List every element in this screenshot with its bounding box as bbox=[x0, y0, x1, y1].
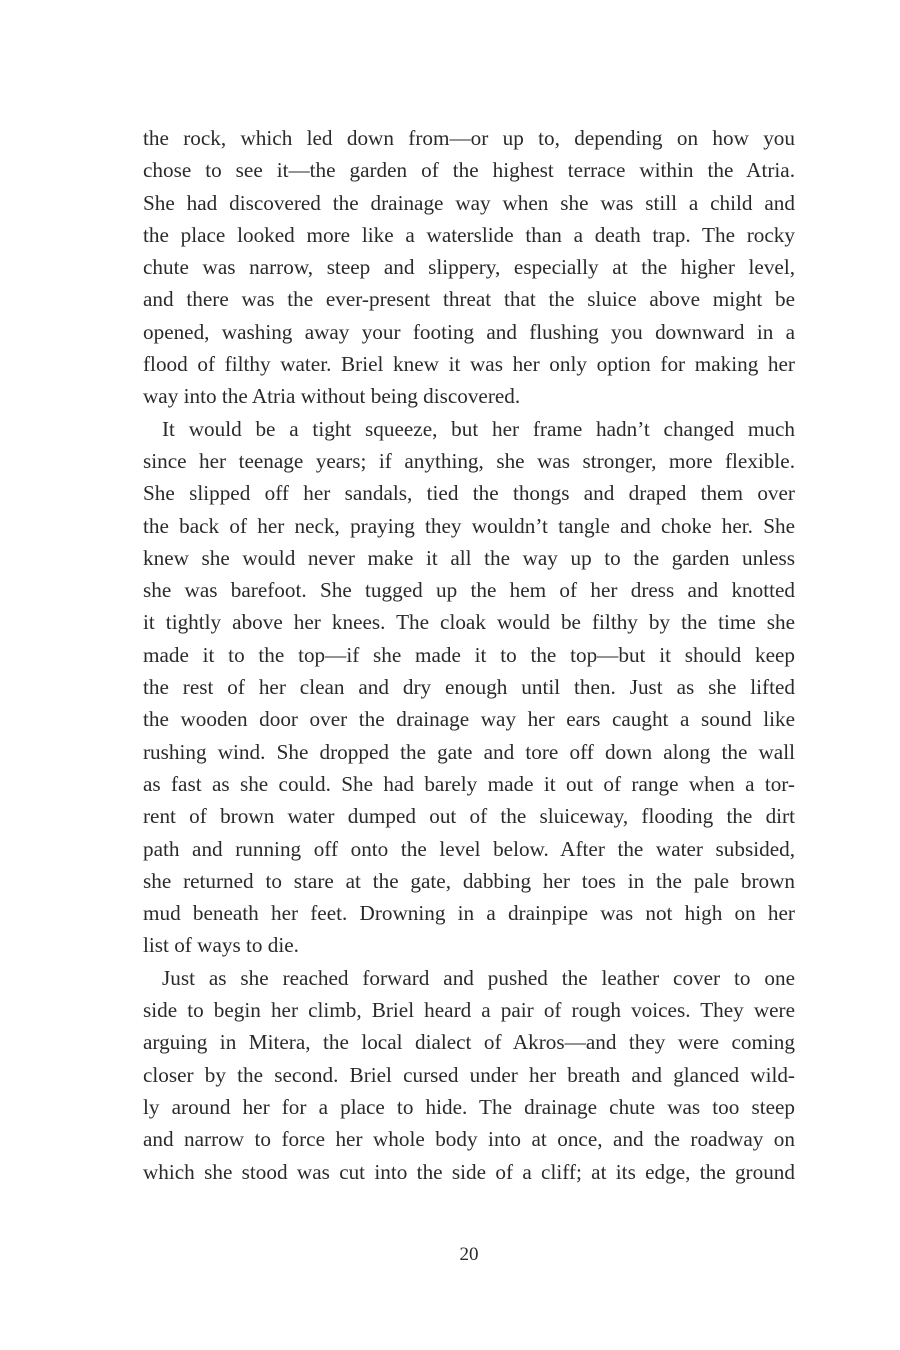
paragraph bbox=[143, 962, 795, 1188]
text-line: side to begin her climb, Briel heard a pair of rough voices. They were bbox=[143, 998, 795, 1023]
text-line: closer by the second. Briel cursed under her breath and glanced wild- bbox=[143, 1062, 795, 1087]
text-line: list of ways to die. bbox=[143, 933, 299, 958]
text-line: chose to see it—the garden of the highest terrace within the Atria. bbox=[143, 158, 795, 183]
text-line: path and running off onto the level below. After the water subsided, bbox=[143, 836, 795, 861]
text-line: It would be a tight squeeze, but her frame hadn’t changed much bbox=[162, 416, 795, 441]
text-line: rushing wind. She dropped the gate and tore off down along the wall bbox=[143, 739, 795, 764]
text-line: the back of her neck, praying they wouldn’t tangle and choke her. She bbox=[143, 513, 795, 538]
text-line: made it to the top—if she made it to the top—but it should keep bbox=[143, 642, 795, 667]
text-line: and narrow to force her whole body into at once, and the roadway on bbox=[143, 1127, 795, 1152]
text-line: She slipped off her sandals, tied the thongs and draped them over bbox=[143, 481, 795, 506]
text-line: the rest of her clean and dry enough until then. Just as she lifted bbox=[143, 675, 795, 700]
text-line: as fast as she could. She had barely made it out of range when a tor- bbox=[143, 771, 795, 796]
text-line: the wooden door over the drainage way her ears caught a sound like bbox=[143, 707, 795, 732]
text-line: she was barefoot. She tugged up the hem of her dress and knotted bbox=[143, 578, 795, 603]
text-line: ly around her for a place to hide. The drainage chute was too steep bbox=[143, 1094, 795, 1119]
text-line: flood of filthy water. Briel knew it was her only option for making her bbox=[143, 352, 795, 377]
text-line: chute was narrow, steep and slippery, especially at the higher level, bbox=[143, 255, 795, 280]
text-line: the rock, which led down from—or up to, depending on how you bbox=[143, 126, 795, 150]
page-number: 20 bbox=[459, 1244, 479, 1265]
paragraph bbox=[143, 413, 795, 962]
text-line: and there was the ever-present threat that the sluice above might be bbox=[143, 287, 795, 312]
text-line: mud beneath her feet. Drowning in a drainpipe was not high on her bbox=[143, 901, 795, 926]
text-line: the place looked more like a waterslide than a death trap. The rocky bbox=[143, 222, 795, 247]
text-line: way into the Atria without being discovered. bbox=[143, 384, 521, 409]
text-line: rent of brown water dumped out of the sluiceway, flooding the dirt bbox=[143, 804, 795, 829]
paragraph bbox=[143, 122, 795, 413]
body-text bbox=[143, 122, 795, 1188]
text-line: opened, washing away your footing and flushing you downward in a bbox=[143, 319, 795, 344]
text-line: She had discovered the drainage way when she was still a child and bbox=[143, 190, 795, 215]
text-line: she returned to stare at the gate, dabbing her toes in the pale brown bbox=[143, 868, 795, 893]
text-line: since her teenage years; if anything, she was stronger, more flexible. bbox=[143, 448, 795, 473]
text-line: Just as she reached forward and pushed the leather cover to one bbox=[162, 965, 795, 990]
text-line: knew she would never make it all the way up to the garden unless bbox=[143, 545, 795, 570]
text-line: arguing in Mitera, the local dialect of Akros—and they were coming bbox=[143, 1030, 795, 1055]
text-line: it tightly above her knees. The cloak would be filthy by the time she bbox=[143, 610, 795, 635]
text-line: which she stood was cut into the side of a cliff; at its edge, the ground bbox=[143, 1159, 795, 1184]
